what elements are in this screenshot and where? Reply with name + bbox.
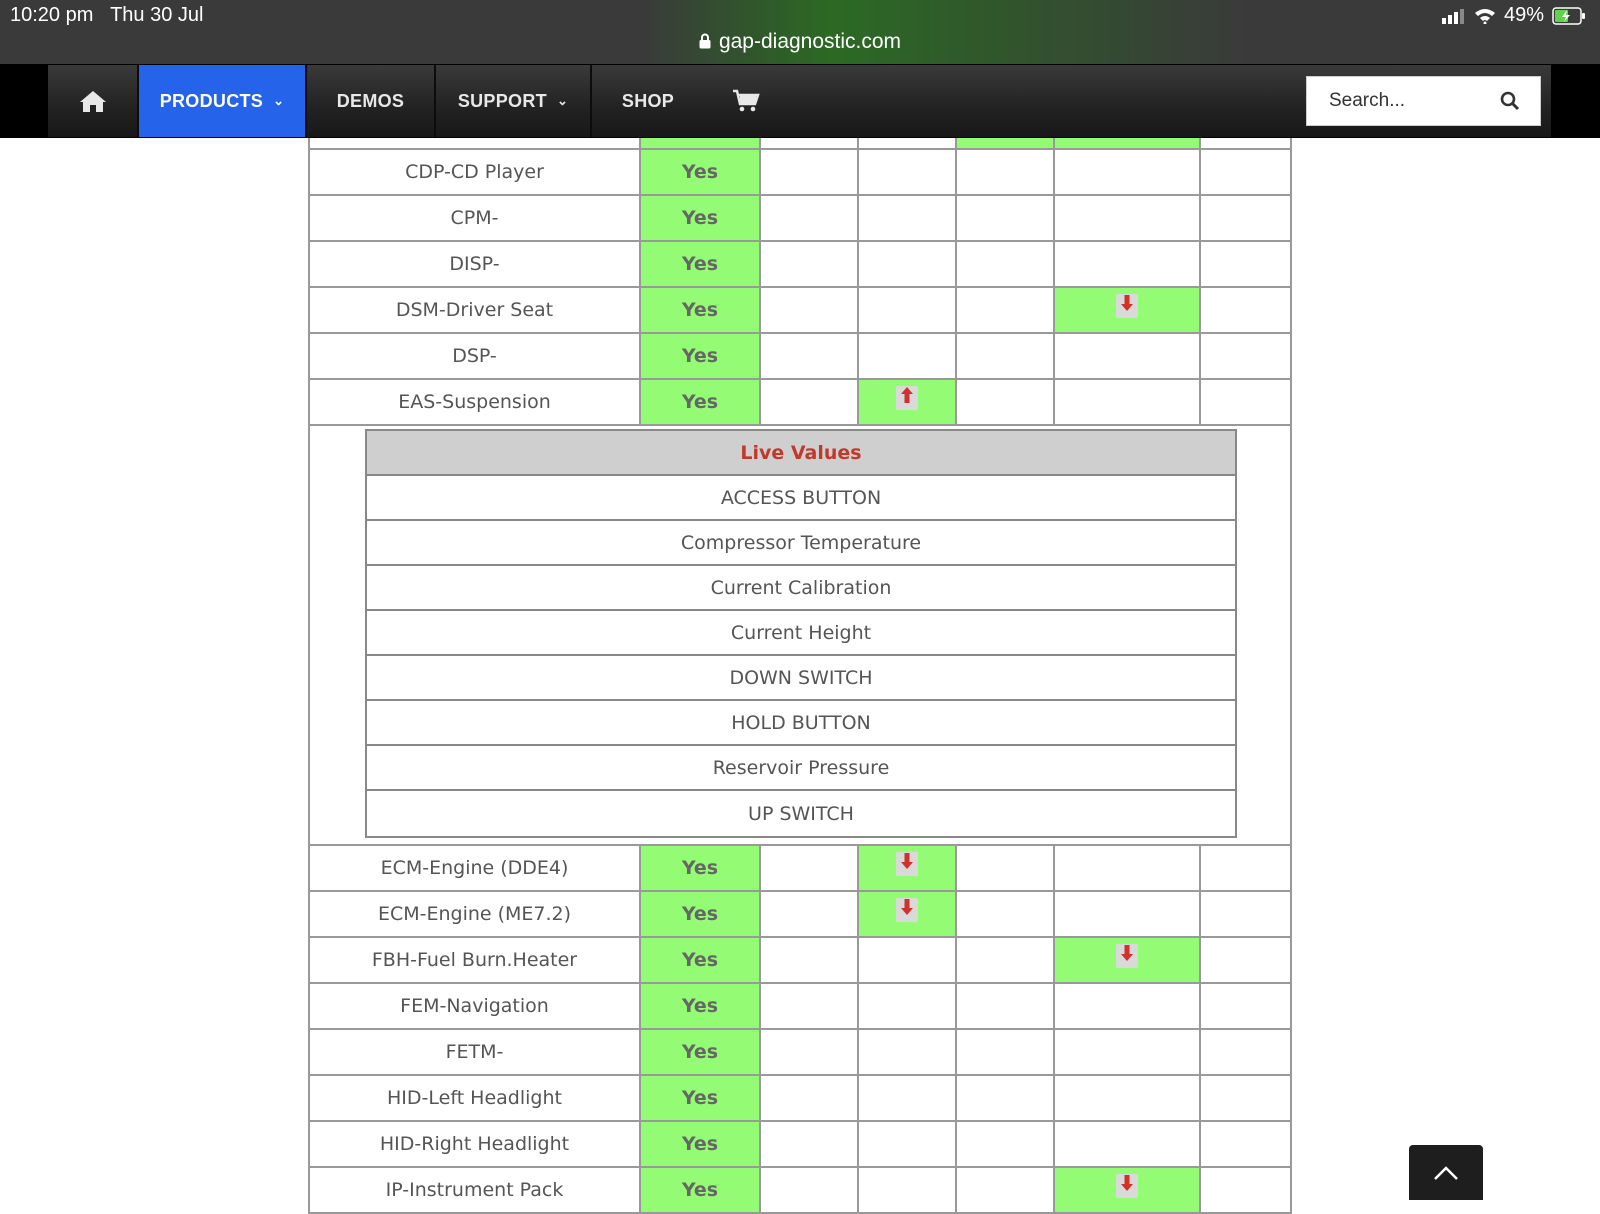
module-name: DSM-Driver Seat [310, 288, 641, 332]
status-bar [0, 0, 1600, 64]
feature-cell [957, 196, 1055, 240]
supported-cell: Yes [641, 846, 761, 890]
nav-support-label: SUPPORT [457, 90, 547, 111]
table-row [308, 892, 1292, 938]
arrow-down-icon [1116, 944, 1138, 968]
live-value-item: Reservoir Pressure [367, 746, 1235, 791]
table-row [308, 196, 1292, 242]
feature-cell [761, 196, 859, 240]
feature-cell [957, 334, 1055, 378]
feature-cell [859, 938, 957, 982]
feature-cell [1055, 150, 1201, 194]
url-text: gap-diagnostic.com [718, 30, 902, 53]
feature-cell [761, 892, 859, 936]
feature-cell [761, 1122, 859, 1166]
nav-demos[interactable] [307, 65, 436, 137]
feature-cell [859, 1168, 957, 1212]
feature-cell [1055, 242, 1201, 286]
feature-cell [1055, 1122, 1201, 1166]
feature-cell [957, 1168, 1055, 1212]
feature-cell [1055, 1076, 1201, 1120]
feature-cell [761, 242, 859, 286]
feature-cell [957, 1122, 1055, 1166]
module-name: DISP- [310, 242, 641, 286]
feature-cell [1201, 150, 1290, 194]
search-box [1306, 76, 1541, 126]
feature-cell [1055, 984, 1201, 1028]
feature-cell [859, 984, 957, 1028]
home-button[interactable] [48, 65, 139, 137]
status-clock: 10:20 pm [10, 4, 94, 26]
feature-cell [1201, 196, 1290, 240]
table-row [308, 1168, 1292, 1214]
supported-cell: Yes [641, 1168, 761, 1212]
table-row [308, 1030, 1292, 1076]
feature-cell [957, 380, 1055, 424]
feature-cell [1055, 196, 1201, 240]
live-value-item: ACCESS BUTTON [367, 476, 1235, 521]
feature-cell [859, 242, 957, 286]
feature-cell [1201, 984, 1290, 1028]
feature-cell [761, 938, 859, 982]
feature-cell [761, 984, 859, 1028]
feature-cell [957, 892, 1055, 936]
feature-cell [1201, 938, 1290, 982]
supported-cell: Yes [641, 196, 761, 240]
live-value-item: UP SWITCH [748, 802, 854, 825]
feature-cell [1055, 334, 1201, 378]
module-name: FETM- [310, 1030, 641, 1074]
module-name: EAS-Suspension [310, 380, 641, 424]
feature-cell [859, 380, 957, 424]
table-row [308, 984, 1292, 1030]
module-name: CPM- [310, 196, 641, 240]
chevron-up-icon [1433, 1165, 1459, 1181]
feature-cell [859, 892, 957, 936]
table-row [308, 1122, 1292, 1168]
module-name: HID-Left Headlight [310, 1076, 641, 1120]
table-row [308, 846, 1292, 892]
supported-cell: Yes [641, 1122, 761, 1166]
feature-cell [957, 288, 1055, 332]
supported-cell: Yes [641, 380, 761, 424]
supported-cell: Yes [641, 334, 761, 378]
chevron-down-icon: ⌄ [556, 93, 569, 108]
feature-cell [761, 380, 859, 424]
arrow-down-icon [896, 852, 918, 876]
status-date: Thu 30 Jul [110, 4, 204, 26]
feature-cell [1055, 938, 1201, 982]
supported-cell: Yes [641, 984, 761, 1028]
feature-cell [957, 984, 1055, 1028]
module-name: FEM-Navigation [310, 984, 641, 1028]
supported-cell: Yes [641, 938, 761, 982]
supported-cell: Yes [641, 150, 761, 194]
module-name: FBH-Fuel Burn.Heater [310, 938, 641, 982]
supported-cell: Yes [641, 288, 761, 332]
table-row [308, 288, 1292, 334]
feature-cell [859, 1030, 957, 1074]
feature-cell [1055, 892, 1201, 936]
module-name: ECM-Engine (DDE4) [310, 846, 641, 890]
feature-cell [1201, 846, 1290, 890]
nav-shop[interactable] [592, 65, 704, 137]
supported-cell: Yes [641, 892, 761, 936]
feature-cell [1055, 288, 1201, 332]
feature-cell [761, 1030, 859, 1074]
wifi-icon [1474, 8, 1496, 24]
nav-support[interactable] [436, 65, 592, 137]
signal-icon [1442, 8, 1466, 24]
status-indicators [1442, 4, 1586, 27]
nav-demos-label: DEMOS [336, 90, 405, 111]
feature-cell [1201, 334, 1290, 378]
feature-cell [761, 846, 859, 890]
feature-cell [957, 242, 1055, 286]
arrow-down-icon [1116, 294, 1138, 318]
table-row [308, 1076, 1292, 1122]
live-values-title: Live Values [367, 431, 1235, 476]
table-row [308, 242, 1292, 288]
address-bar[interactable] [0, 30, 1600, 54]
lock-icon [699, 33, 711, 49]
nav-products-label: PRODUCTS [159, 90, 264, 111]
feature-cell [761, 334, 859, 378]
module-name: IP-Instrument Pack [310, 1168, 641, 1212]
live-values-list [367, 476, 1235, 836]
feature-cell [957, 1076, 1055, 1120]
module-name: CDP-CD Player [310, 150, 641, 194]
arrow-down-icon [1116, 1174, 1138, 1198]
live-value-item: HOLD BUTTON [367, 701, 1235, 746]
battery-icon [1552, 7, 1586, 25]
feature-cell [1201, 1076, 1290, 1120]
feature-cell [859, 846, 957, 890]
feature-cell [957, 1030, 1055, 1074]
nav-shop-label: SHOP [621, 90, 675, 111]
feature-cell [761, 1076, 859, 1120]
feature-cell [761, 288, 859, 332]
module-name: ECM-Engine (ME7.2) [310, 892, 641, 936]
feature-cell [859, 196, 957, 240]
table-row [308, 150, 1292, 196]
feature-cell [1055, 1030, 1201, 1074]
feature-cell [1201, 380, 1290, 424]
table-row-partial [308, 138, 1292, 150]
feature-cell [1055, 380, 1201, 424]
feature-cell [859, 334, 957, 378]
feature-cell [1201, 288, 1290, 332]
feature-cell [1201, 1168, 1290, 1212]
status-time [10, 4, 203, 27]
feature-cell [1201, 242, 1290, 286]
supported-cell: Yes [641, 1030, 761, 1074]
search-icon[interactable] [1500, 91, 1520, 111]
cart-icon [732, 89, 760, 113]
table-row [308, 938, 1292, 984]
feature-cell [1055, 1168, 1201, 1212]
module-name: DSP- [310, 334, 641, 378]
live-values-section [308, 420, 1292, 846]
feature-cell [761, 1168, 859, 1212]
feature-cell [1201, 892, 1290, 936]
arrow-up-icon [896, 386, 918, 410]
supported-cell: Yes [641, 1076, 761, 1120]
supported-cell: Yes [641, 242, 761, 286]
feature-cell [859, 150, 957, 194]
home-icon [79, 89, 107, 113]
live-value-item: DOWN SWITCH [367, 656, 1235, 701]
feature-cell [1055, 846, 1201, 890]
table-row [308, 334, 1292, 380]
search-input[interactable] [1307, 77, 1487, 125]
battery-percent: 49% [1503, 4, 1544, 26]
back-to-top-button[interactable] [1409, 1145, 1483, 1200]
feature-cell [859, 1122, 957, 1166]
feature-cell [859, 288, 957, 332]
feature-cell [957, 846, 1055, 890]
feature-cell [1201, 1122, 1290, 1166]
live-value-item: Compressor Temperature [367, 521, 1235, 566]
chevron-down-icon: ⌄ [273, 93, 285, 108]
feature-cell [1201, 1030, 1290, 1074]
feature-cell [761, 150, 859, 194]
feature-cell [957, 150, 1055, 194]
live-values-table [365, 429, 1237, 838]
live-value-item: Current Height [367, 611, 1235, 656]
feature-cell [957, 938, 1055, 982]
feature-cell [859, 1076, 957, 1120]
module-name: HID-Right Headlight [310, 1122, 641, 1166]
nav-products[interactable] [139, 65, 307, 137]
cart-button[interactable] [704, 65, 788, 137]
live-value-item: Current Calibration [367, 566, 1235, 611]
arrow-down-icon [896, 898, 918, 922]
